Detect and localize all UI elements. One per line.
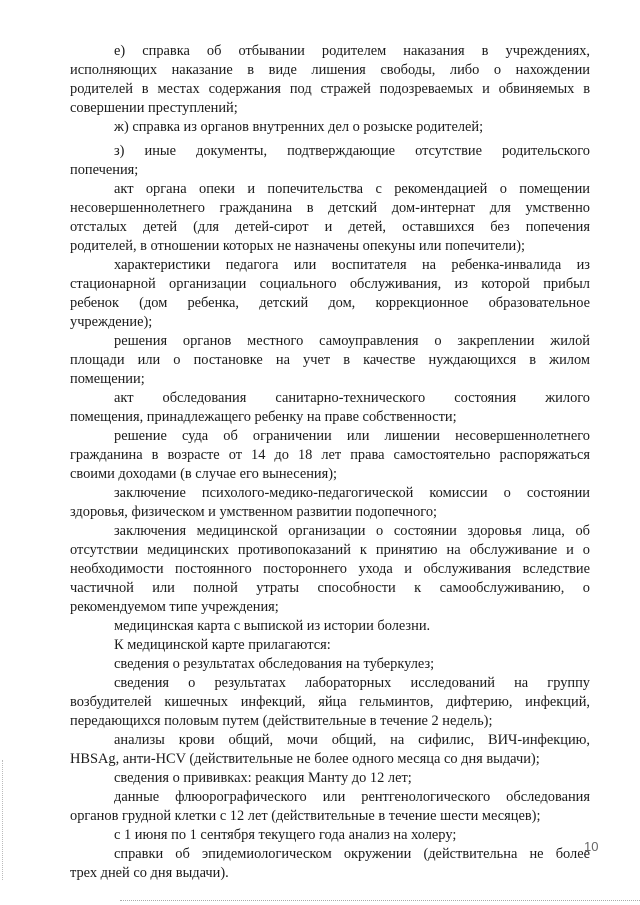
text-line: попечения;	[70, 162, 139, 178]
text-line: заключение психолого-медико-педагогической комиссии о состоянии	[114, 485, 590, 501]
text-line: необходимости постоянного постороннего ухода и обслуживания вследствие	[70, 561, 590, 577]
text-line: данные флюорографического или рентгенологического обследования	[114, 789, 590, 805]
text-line: HBSAg, анти-HCV (действительные не более одного месяца со дня выдачи);	[70, 751, 540, 767]
text-line: с 1 июня по 1 сентября текущего года анализ на холеру;	[114, 827, 457, 843]
text-line: здоровья, физическом и умственном развитии подопечного;	[70, 504, 438, 520]
page-number: 10	[584, 839, 599, 854]
text-line: решение суда об ограничении или лишении несовершеннолетнего	[114, 428, 590, 444]
text-line: возбудителей кишечных инфекций, яйца гельминтов, дифтерию, инфекций,	[70, 694, 590, 710]
text-line: медицинская карта с выпиской из истории болезни.	[114, 618, 431, 634]
text-line: помещении;	[70, 371, 145, 387]
text-line: сведения о результатах обследования на туберкулез;	[114, 656, 435, 672]
scan-edge-left	[2, 760, 3, 880]
text-line: сведения о результатах лабораторных исследований на группу	[114, 675, 590, 691]
text-line: сведения о прививках: реакция Манту до 12 лет;	[114, 770, 412, 786]
text-line: гражданина в возрасте от 14 до 18 лет права самостоятельно распоряжаться	[70, 447, 590, 463]
text-line: родителей в местах содержания под стражей подозреваемых и обвиняемых в	[70, 81, 590, 97]
text-line: е) справка об отбывании родителем наказания в учреждениях,	[114, 43, 590, 59]
text-line: рекомендуемом типе учреждения;	[70, 599, 279, 615]
text-line: исполняющих наказание в виде лишения свободы, либо о нахождении	[70, 62, 590, 78]
text-line: справки об эпидемиологическом окружении (действительна не более	[114, 846, 590, 862]
text-line: акт органа опеки и попечительства с рекомендацией о помещении	[114, 181, 590, 197]
scan-edge-bottom	[120, 900, 640, 901]
text-line: К медицинской карте прилагаются:	[114, 637, 331, 653]
text-line: анализы крови общий, мочи общий, на сифилис, ВИЧ-инфекцию,	[114, 732, 590, 748]
text-line: родителей, в отношении которых не назначены опекуны или попечители);	[70, 238, 526, 254]
text-line: несовершеннолетнего гражданина в детский дом-интернат для умственно	[70, 200, 590, 216]
text-line: стационарной организации социального обслуживания, из которой прибыл	[70, 276, 590, 292]
text-line: органов грудной клетки с 12 лет (действительные в течение шести месяцев);	[70, 808, 541, 824]
text-line: акт обследования санитарно-технического состояния жилого	[114, 390, 590, 406]
text-line: частичной или полной утраты способности к самообслуживанию, о	[70, 580, 590, 596]
text-line: ребенок (дом ребенка, детский дом, коррекционное образовательное	[70, 295, 590, 311]
text-line: решения органов местного самоуправления о закреплении жилой	[114, 333, 590, 349]
text-line: передающихся половым путем (действительные в течение 2 недель);	[70, 713, 493, 729]
text-line: своими доходами (в случае его вынесения);	[70, 466, 338, 482]
text-line: заключения медицинской организации о состоянии здоровья лица, об	[114, 523, 590, 539]
text-line: отсутствии медицинских противопоказаний к принятию на обслуживание и о	[70, 542, 590, 558]
text-line: учреждение);	[70, 314, 153, 330]
text-line: ж) справка из органов внутренних дел о розыске родителей;	[114, 119, 484, 135]
text-line: характеристики педагога или воспитателя на ребенка-инвалида из	[114, 257, 590, 273]
text-line: совершении преступлений;	[70, 100, 238, 116]
text-line: отсталых детей (для детей-сирот и детей, оставшихся без попечения	[70, 219, 590, 235]
text-line: трех дней со дня выдачи).	[70, 865, 229, 881]
text-line: площади или о постановке на учет в качестве нуждающихся в жилом	[70, 352, 590, 368]
text-line: з) иные документы, подтверждающие отсутствие родительского	[114, 143, 590, 159]
text-line: помещения, принадлежащего ребенку на праве собственности;	[70, 409, 457, 425]
